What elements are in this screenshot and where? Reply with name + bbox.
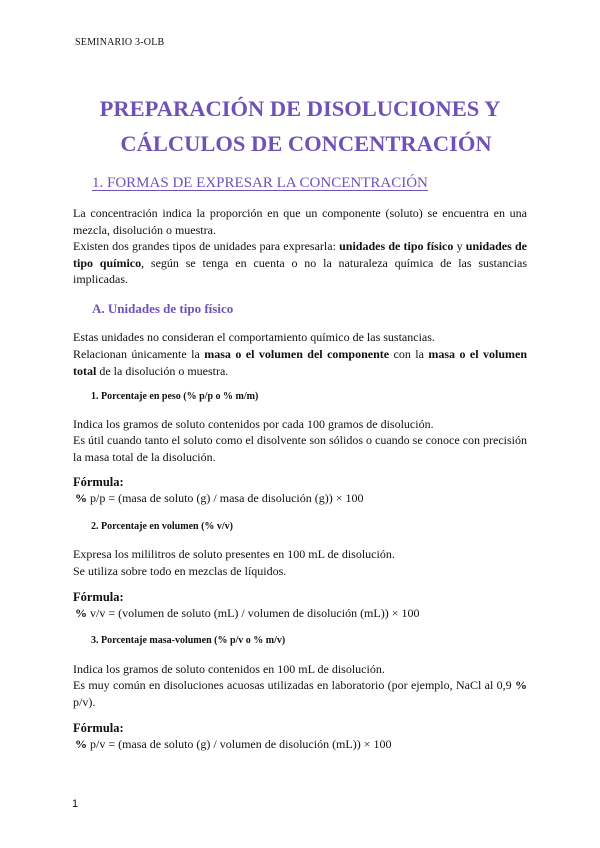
item-3-formula-label: Fórmula: [73, 721, 124, 735]
item-2-formula-label: Fórmula: [73, 590, 124, 604]
section-a-paragraph-2 [73, 346, 527, 379]
section-a-heading: A. Unidades de tipo físico [92, 301, 234, 316]
bold-term: masa o el volumen total [73, 347, 528, 378]
page-number: 1 [72, 798, 79, 810]
percent-sign: % [75, 737, 87, 751]
percent-sign: % [515, 678, 527, 692]
item-2-heading: 2. Porcentaje en volumen (% v/v) [91, 521, 234, 532]
item-2-formula [75, 606, 419, 621]
intro-paragraph-2 [73, 238, 527, 288]
item-1-paragraph-2: Es útil cuando tanto el soluto como el disolvente son sólidos o cuando se conoce con precisión la masa total de la disolución. [73, 433, 527, 464]
text-run: Es muy común en disoluciones acuosas utilizadas en laboratorio (por ejemplo, NaCl al 0,9 [73, 678, 515, 692]
title-line-2: CÁLCULOS DE CONCENTRACIÓN [120, 131, 492, 156]
bold-term-physical: unidades de tipo físico [339, 239, 454, 253]
formula-text: p/v = (masa de soluto (g) / volumen de disolución (mL)) × 100 [87, 737, 392, 751]
text-run: p/v). [73, 694, 96, 709]
text-run: Existen dos grandes tipos de unidades para expresarla: [73, 239, 340, 253]
item-3-paragraph-1: Indica los gramos de soluto contenidos en 100 mL de disolución. [73, 662, 385, 676]
section-a-paragraph-1: Estas unidades no consideran el comportamiento químico de las sustancias. [73, 330, 435, 344]
text-run: y [453, 239, 466, 253]
item-3-heading: 3. Porcentaje masa-volumen (% p/v o % m/v) [91, 635, 286, 646]
item-3-formula [75, 737, 391, 752]
item-1-formula-label: Fórmula: [73, 475, 124, 489]
intro-paragraph-1: La concentración indica la proporción en que un componente (soluto) se encuentra en una mezcla, disolución o muestra. [73, 206, 527, 237]
page-header: SEMINARIO 3-OLB [75, 37, 165, 48]
document-title [0, 91, 600, 161]
item-1-heading: 1. Porcentaje en peso (% p/p o % m/m) [91, 391, 259, 402]
item-3-paragraph-2 [73, 677, 527, 710]
percent-sign: % [75, 491, 87, 505]
bold-term: masa o el volumen del componente [204, 347, 390, 361]
formula-text: p/p = (masa de soluto (g) / masa de disolución (g)) × 100 [87, 491, 364, 505]
text-run: de la disolución o muestra. [96, 363, 229, 378]
item-1-formula [75, 491, 363, 506]
percent-sign: % [75, 606, 87, 620]
section-1-heading: 1. FORMAS DE EXPRESAR LA CONCENTRACIÓN [92, 175, 428, 191]
text-run: con la [389, 347, 429, 361]
formula-text: v/v = (volumen de soluto (mL) / volumen de disolución (mL)) × 100 [87, 606, 420, 620]
item-2-paragraph-2: Se utiliza sobre todo en mezclas de líquidos. [73, 564, 287, 578]
text-run: Relacionan únicamente la [73, 347, 205, 361]
bold-term-chemical: unidades de tipo químico [73, 239, 527, 270]
title-line-1: PREPARACIÓN DE DISOLUCIONES Y [99, 96, 501, 121]
item-1-paragraph-1: Indica los gramos de soluto contenidos por cada 100 gramos de disolución. [73, 417, 434, 431]
text-run: , según se tenga en cuenta o no la naturaleza química de las sustancias implicadas. [73, 255, 527, 286]
item-2-paragraph-1: Expresa los mililitros de soluto presentes en 100 mL de disolución. [73, 547, 395, 561]
